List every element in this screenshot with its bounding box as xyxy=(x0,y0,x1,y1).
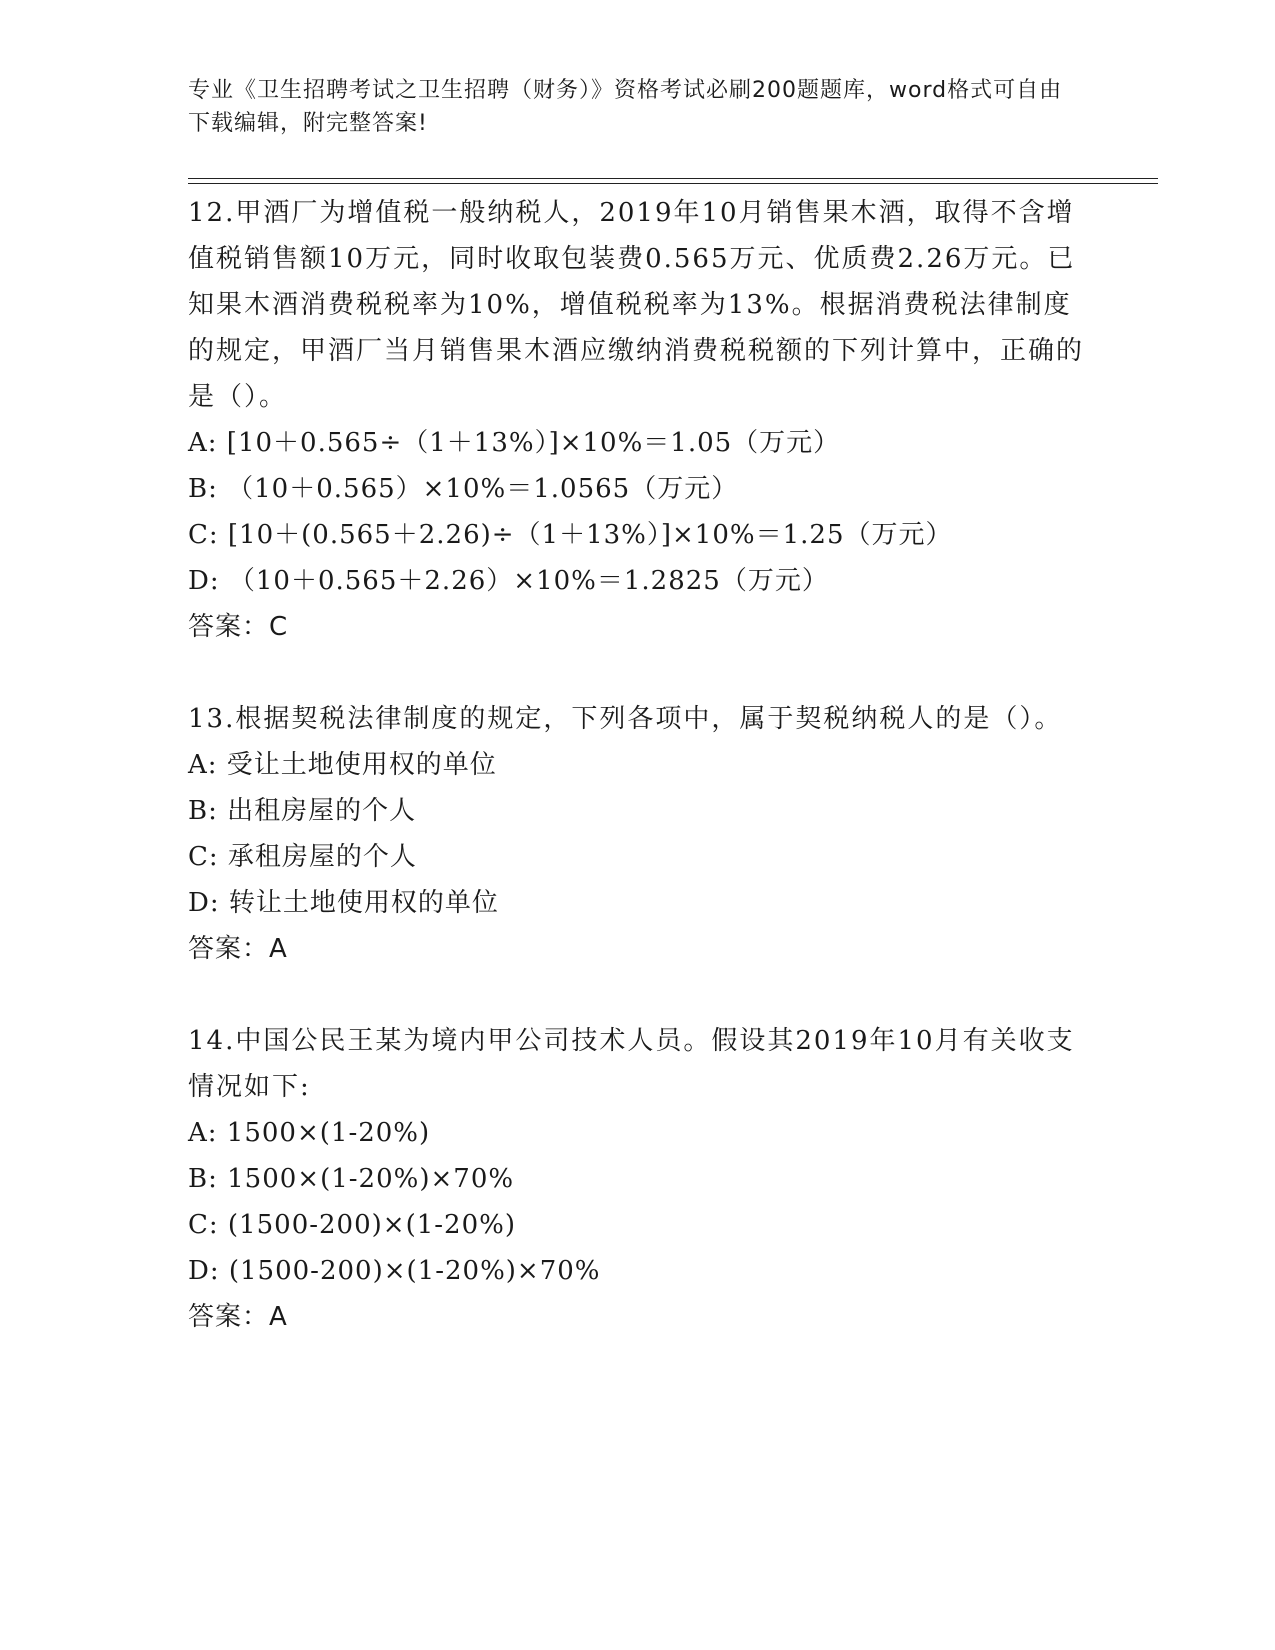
question-list xyxy=(188,190,1088,1386)
option-a: A: 1500×(1-20%) xyxy=(188,1118,431,1148)
question-stem: 13.根据契税法律制度的规定，下列各项中，属于契税纳税人的是（）。 xyxy=(188,704,1063,734)
header-divider-line xyxy=(188,183,1158,184)
answer-line: 答案：A xyxy=(188,934,288,964)
option-c: C: (1500-200)×(1-20%) xyxy=(188,1210,516,1240)
question-stem: 12.甲酒厂为增值税一般纳税人，2019年10月销售果木酒，取得不含增值税销售额10万元，同时收取包装费0.565万元、优质费2.26万元。已知果木酒消费税税率为10%，增值税税率为13%。根据消费税法律制度的规定，甲酒厂当月销售果木酒应缴纳消费税税额的下列计算中，正确的是（）。 xyxy=(188,198,1085,412)
header-divider-line xyxy=(188,178,1158,179)
question-stem: 14.中国公民王某为境内甲公司技术人员。假设其2019年10月有关收支情况如下: xyxy=(188,1026,1075,1102)
option-d: D: 转让土地使用权的单位 xyxy=(188,888,499,918)
option-b: B: （10＋0.565）×10%＝1.0565（万元） xyxy=(188,474,739,504)
question-item xyxy=(188,190,1088,650)
question-item xyxy=(188,696,1088,972)
page-header: 专业《卫生招聘考试之卫生招聘（财务）》资格考试必刷200题题库，word格式可自由下载编辑，附完整答案! xyxy=(188,78,1063,136)
option-d: D: (1500-200)×(1-20%)×70% xyxy=(188,1256,601,1286)
answer-line: 答案：C xyxy=(188,612,289,642)
option-b: B: 1500×(1-20%)×70% xyxy=(188,1164,515,1194)
option-a: A: [10＋0.565÷（1＋13%）]×10%＝1.05（万元） xyxy=(188,428,841,458)
option-c: C: 承租房屋的个人 xyxy=(188,842,417,872)
option-b: B: 出租房屋的个人 xyxy=(188,796,417,826)
answer-line: 答案：A xyxy=(188,1302,288,1332)
option-d: D: （10＋0.565＋2.26）×10%＝1.2825（万元） xyxy=(188,566,829,596)
option-c: C: [10＋(0.565＋2.26)÷（1＋13%）]×10%＝1.25（万元） xyxy=(188,520,953,550)
option-a: A: 受让土地使用权的单位 xyxy=(188,750,497,780)
question-item xyxy=(188,1018,1088,1340)
